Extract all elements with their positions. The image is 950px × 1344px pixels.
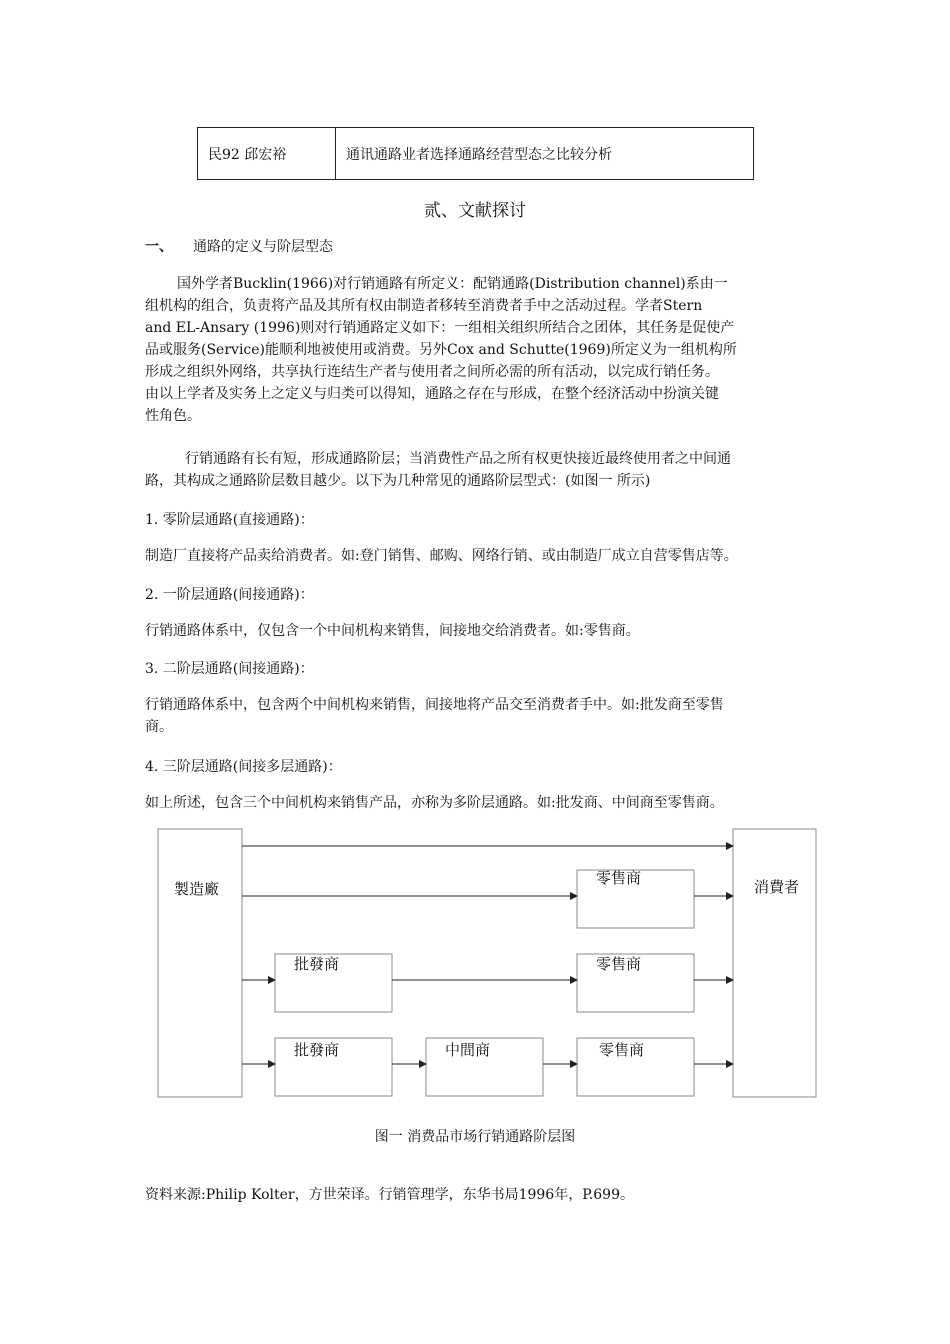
header-title: 通讯通路业者选择通路经营型态之比较分析 — [346, 146, 612, 163]
subsection-heading — [145, 236, 333, 256]
paragraph-definition — [145, 273, 810, 427]
retailer-label-2: 零售商 — [596, 955, 642, 973]
consumer-box — [733, 829, 816, 1097]
wholesaler-label-3: 批發商 — [294, 1041, 340, 1059]
retailer-label-1: 零售商 — [596, 869, 642, 887]
paragraph-line: 商。 — [145, 719, 173, 735]
document-header — [197, 127, 754, 180]
wholesaler-label-2: 批發商 — [294, 955, 340, 973]
level-3-desc: 如上所述，包含三个中间机构来销售产品，亦称为多阶层通路。如:批发商、中间商至零售商。 — [145, 795, 724, 811]
figure-source: 资料来源:Philip Kolter，方世荣译。行销管理学，东华书局1996年，P.699。 — [145, 1187, 634, 1203]
paragraph-levels-intro — [145, 448, 810, 492]
retailer-label-3: 零售商 — [599, 1041, 645, 1059]
channel-diagram — [157, 828, 817, 1098]
level-2-desc — [145, 694, 810, 738]
paragraph-line: 国外学者Bucklin(1966)对行销通路有所定义：配销通路(Distribution channel)系由一 — [177, 276, 728, 292]
paragraph-line: and EL-Ansary (1996)则对行销通路定义如下：一组相关组织所结合之团体，其任务是促使产 — [145, 320, 735, 336]
paragraph-line: 路，其构成之通路阶层数目越少。以下为几种常见的通路阶层型式：(如图一 所示) — [145, 473, 651, 489]
paragraph-line: 行销通路有长有短，形成通路阶层；当消费性产品之所有权更快接近最终使用者之中间通 — [185, 451, 731, 467]
paragraph-line: 性角色。 — [145, 408, 201, 424]
figure-caption: 图一 消费品市场行销通路阶层图 — [374, 1129, 576, 1145]
level-2-heading: 3. 二阶层通路(间接通路)： — [145, 661, 314, 677]
manufacturer-box — [158, 829, 242, 1097]
paragraph-line: 行销通路体系中，包含两个中间机构来销售，间接地将产品交至消费者手中。如:批发商至零售 — [145, 697, 724, 713]
subsection-title: 通路的定义与阶层型态 — [193, 239, 333, 255]
level-1-desc: 行销通路体系中，仅包含一个中间机构来销售，间接地交给消费者。如:零售商。 — [145, 623, 640, 639]
level-0-heading: 1. 零阶层通路(直接通路)： — [145, 512, 314, 528]
paragraph-line: 形成之组织外网络，共享执行连结生产者与使用者之间所必需的所有活动，以完成行销任务。 — [145, 364, 719, 380]
paragraph-line: 组机构的组合，负责将产品及其所有权由制造者移转至消费者手中之活动过程。学者Stern — [145, 298, 703, 314]
manufacturer-label: 製造廠 — [174, 880, 220, 898]
paragraph-line: 由以上学者及实务上之定义与归类可以得知，通路之存在与形成，在整个经济活动中扮演关键 — [145, 386, 719, 402]
header-author: 民92 邱宏裕 — [198, 128, 336, 179]
level-3-heading: 4. 三阶层通路(间接多层通路)： — [145, 759, 342, 775]
section-title: 贰、文献探讨 — [424, 201, 526, 221]
middleman-label-3: 中間商 — [445, 1041, 491, 1059]
level-0-desc: 制造厂直接将产品卖给消费者。如:登门销售、邮购、网络行销、或由制造厂成立自营零售店等。 — [145, 548, 738, 564]
consumer-label: 消費者 — [754, 878, 800, 896]
paragraph-line: 品或服务(Service)能顺利地被使用或消费。另外Cox and Schutte(1969)所定义为一组机构所 — [145, 342, 737, 358]
level-1-heading: 2. 一阶层通路(间接通路)： — [145, 587, 314, 603]
subsection-number: 一、 — [145, 239, 173, 255]
